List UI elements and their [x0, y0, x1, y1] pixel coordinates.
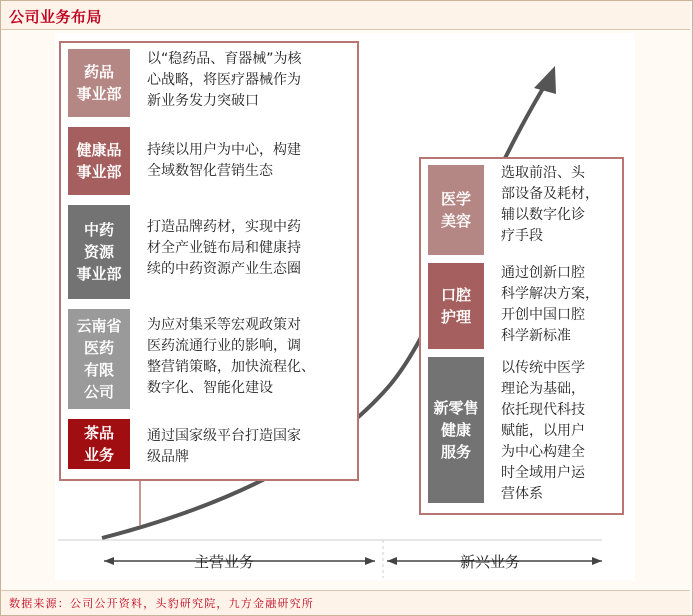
- emerging-arrow-left-head: [387, 557, 397, 565]
- tag-new-retail-health-services: 新零售 健康 服务: [428, 357, 484, 503]
- desc-medical-aesthetics: 选取前沿、头 部设备及耗材， 辅以数字化诊 疗手段: [501, 165, 599, 244]
- desc-health-products-division: 持续以用户为中心，构建 全域数智化营销生态: [147, 142, 301, 179]
- tag-tcm-resources-division: 中药 资源 事业部: [68, 205, 130, 299]
- desc-pharma-division: 以“稳药品、育器械”为核 心战略，将医疗器械作为 新业务发力突破口: [147, 51, 302, 109]
- main-business-panel: [59, 41, 359, 481]
- desc-tcm-resources-division: 打造品牌药材，实现中药 材全产业链布局和健康持 续的中药资源产业生态圈: [147, 219, 301, 277]
- desc-yunnan-pharma-company: 为应对集采等宏观政策对 医药流通行业的影响，调 整营销策略，加快流程化、 数字化、智能化建设: [147, 317, 315, 396]
- tag-yunnan-pharma-company: 云南省 医药 有限 公司: [68, 309, 130, 409]
- emerging-business-panel: [419, 157, 624, 515]
- tag-pharma-division: 药品 事业部: [68, 49, 130, 117]
- growth-arrowhead: [534, 66, 556, 94]
- tag-health-products-division: 健康品 事业部: [68, 127, 130, 195]
- main-arrow-left-head: [104, 557, 114, 565]
- tag-oral-care: 口腔 护理: [428, 263, 484, 349]
- main-arrow-right-head: [365, 557, 375, 565]
- desc-tea-business: 通过国家级平台打造国家 级品牌: [147, 428, 301, 465]
- emerging-business-axis-label: 新兴业务: [460, 553, 521, 571]
- page-title: 公司业务布局: [9, 8, 103, 26]
- desc-oral-care: 通过创新口腔 科学解决方案， 开创中国口腔 科学新标准: [501, 265, 599, 344]
- tag-tea-business: 茶品 业务: [68, 419, 130, 469]
- main-business-axis-label: 主营业务: [194, 553, 255, 571]
- data-source-note: 数据来源：公司公开资料，头豹研究院，九方金融研究所: [9, 597, 314, 610]
- desc-new-retail-health-services: 以传统中医学 理论为基础， 依托现代科技 赋能，以用户 为中心构建全 时全域用户运 营体系: [501, 360, 585, 502]
- footer-bar: [1, 590, 690, 615]
- tag-medical-aesthetics: 医学 美容: [428, 165, 484, 255]
- emerging-arrow-right-head: [592, 557, 602, 565]
